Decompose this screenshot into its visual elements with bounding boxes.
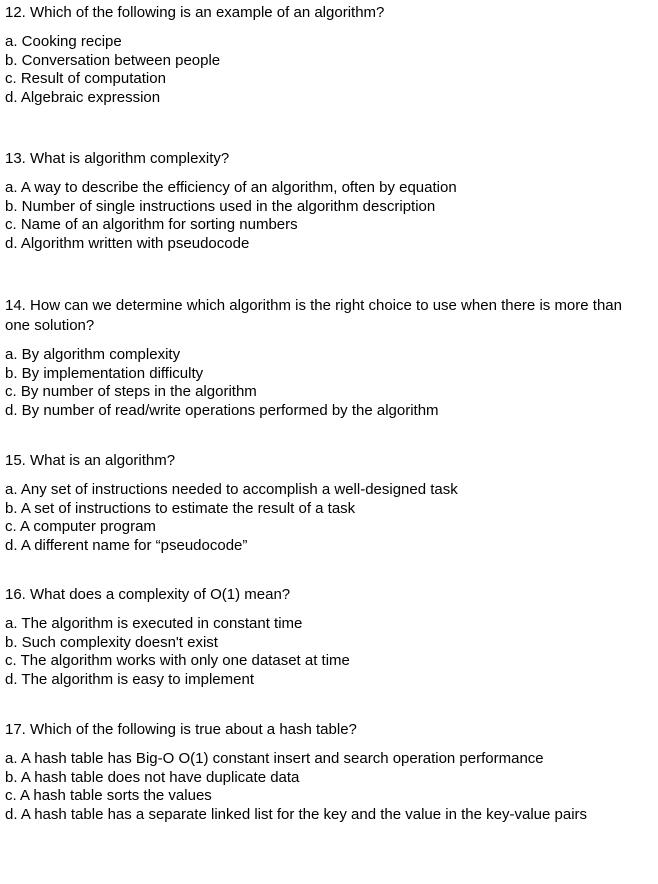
answer-options (5, 750, 645, 824)
option-b: b. A set of instructions to estimate the result of a task (5, 499, 356, 517)
question-14 (5, 296, 645, 420)
option-d: d. A different name for “pseudocode” (5, 536, 248, 554)
question-text: 15. What is an algorithm? (5, 452, 176, 469)
question-16 (5, 585, 645, 689)
option-c: c. By number of steps in the algorithm (5, 383, 257, 401)
option-a: a. A way to describe the efficiency of an algorithm, often by equation (5, 179, 457, 196)
option-b: b. Such complexity doesn't exist (5, 633, 218, 651)
answer-options (5, 481, 645, 555)
question-text: 16. What does a complexity of O(1) mean? (5, 586, 291, 603)
option-c: c. A hash table sorts the values (5, 787, 212, 805)
option-d: d. A hash table has a separate linked list for the key and the value in the key-value pairs (5, 805, 588, 823)
option-b: b. By implementation difficulty (5, 364, 204, 382)
question-text: 12. Which of the following is an example of an algorithm? (5, 4, 385, 21)
option-c: c. Result of computation (5, 70, 166, 88)
answer-options (5, 179, 645, 253)
answer-options (5, 615, 645, 689)
option-d: d. By number of read/write operations performed by the algorithm (5, 401, 439, 419)
question-text: 14. How can we determine which algorithm is the right choice to use when there is more than one solution? (5, 297, 622, 334)
question-12 (5, 3, 645, 107)
option-b: b. A hash table does not have duplicate data (5, 768, 300, 786)
option-d: d. The algorithm is easy to implement (5, 670, 255, 688)
option-a: a. By algorithm complexity (5, 346, 181, 363)
option-d: d. Algebraic expression (5, 88, 161, 106)
option-b: b. Number of single instructions used in the algorithm description (5, 197, 436, 215)
option-c: c. The algorithm works with only one dataset at time (5, 652, 350, 670)
question-13 (5, 149, 645, 253)
answer-options (5, 346, 645, 420)
option-a: a. The algorithm is executed in constant time (5, 615, 303, 632)
question-15 (5, 451, 645, 555)
option-c: c. Name of an algorithm for sorting numbers (5, 216, 298, 234)
option-a: a. Cooking recipe (5, 33, 122, 50)
option-c: c. A computer program (5, 518, 156, 536)
question-17 (5, 720, 645, 824)
option-a: a. Any set of instructions needed to accomplish a well-designed task (5, 481, 458, 498)
option-d: d. Algorithm written with pseudocode (5, 234, 250, 252)
question-text: 13. What is algorithm complexity? (5, 150, 230, 167)
question-text: 17. Which of the following is true about a hash table? (5, 721, 357, 738)
option-b: b. Conversation between people (5, 51, 221, 69)
option-a: a. A hash table has Big-O O(1) constant insert and search operation performance (5, 750, 544, 767)
answer-options (5, 33, 645, 107)
